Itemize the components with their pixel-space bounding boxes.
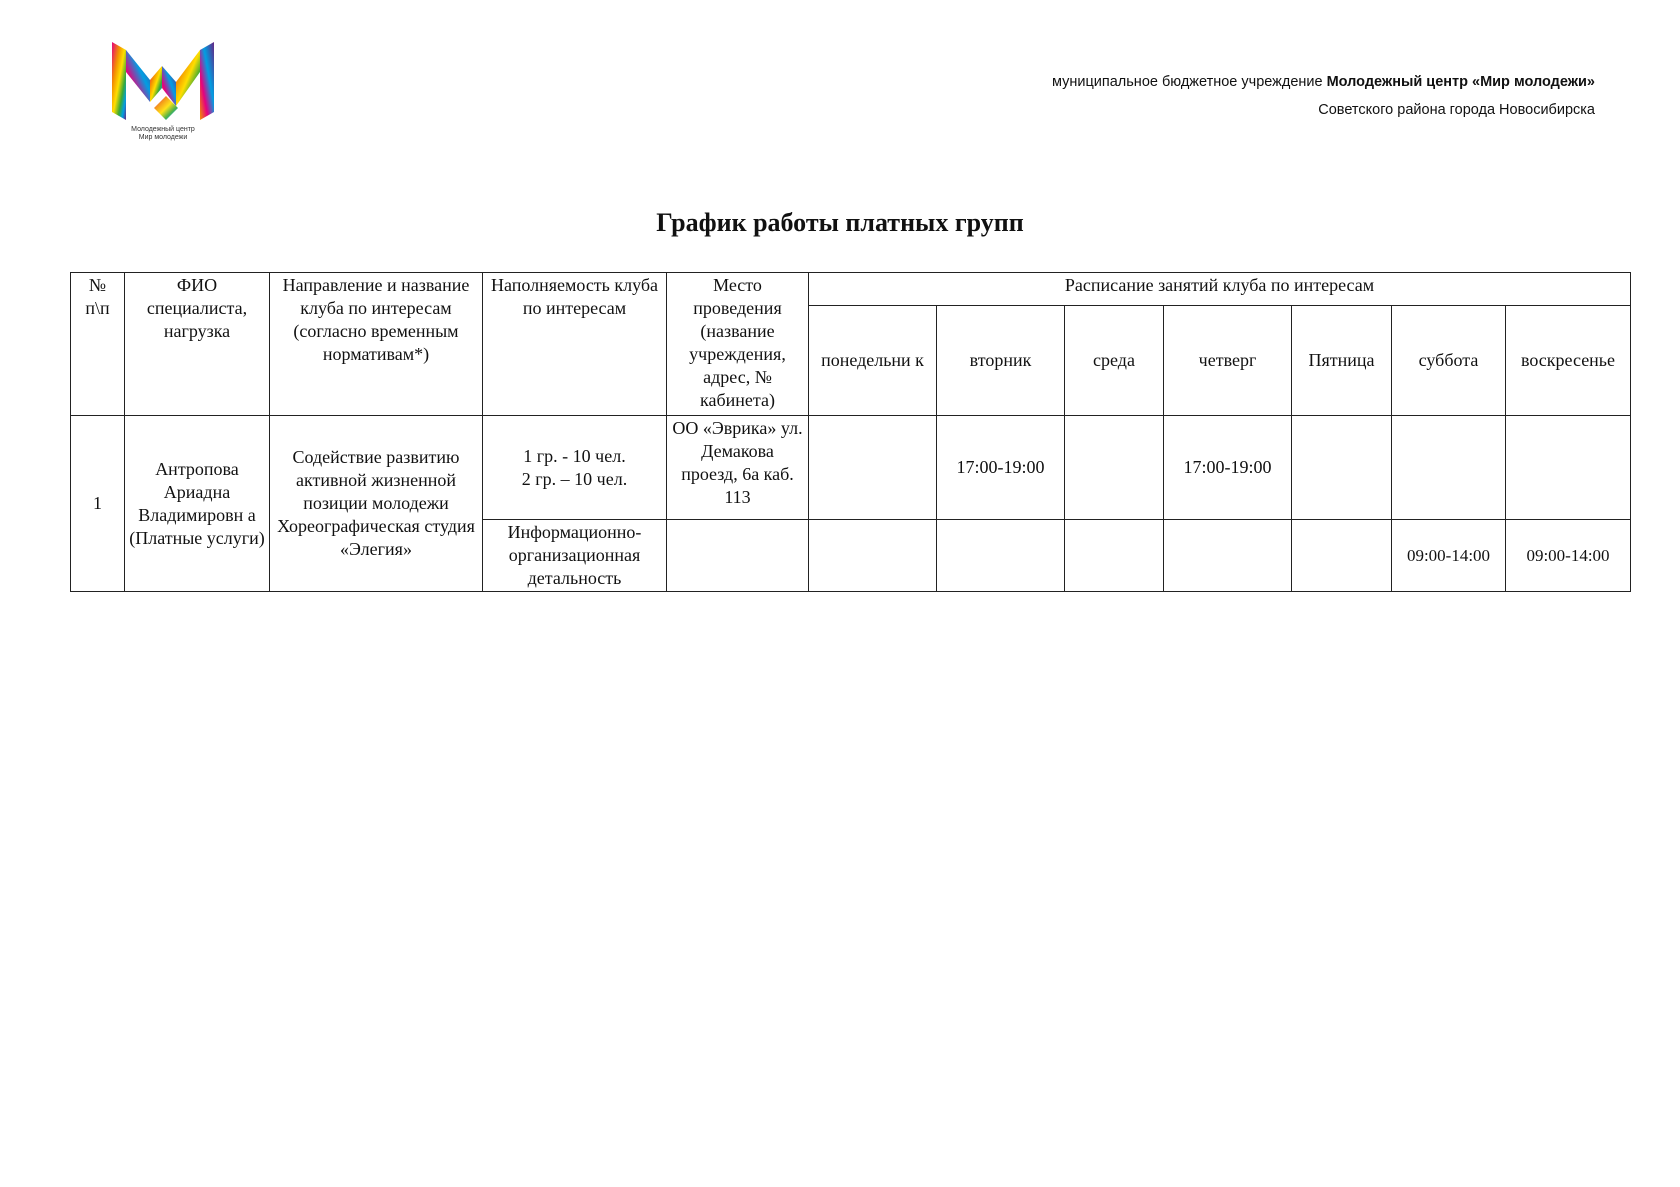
row-fio: Антропова Ариадна Владимировн а (Платные услуги) xyxy=(125,416,270,592)
header-day-sat: суббота xyxy=(1392,306,1506,416)
row-mon xyxy=(809,416,937,520)
header-day-fri: Пятница xyxy=(1292,306,1392,416)
row-occupancy xyxy=(483,416,667,520)
page-title: График работы платных групп xyxy=(656,208,1024,237)
subrow-occupancy: Информационно-организационная детальность xyxy=(483,520,667,592)
header-direction: Направление и название клуба по интересам (согласно временным нормативам*) xyxy=(270,273,483,416)
header-day-mon: понедельни к xyxy=(809,306,937,416)
row-tue: 17:00-19:00 xyxy=(937,416,1065,520)
org-name: Молодежный центр «Мир молодежи» xyxy=(1326,74,1595,90)
subrow-wed xyxy=(1065,520,1164,592)
subrow-thu xyxy=(1164,520,1292,592)
schedule-table xyxy=(70,272,1631,592)
row-fri xyxy=(1292,416,1392,520)
header-day-wed: среда xyxy=(1065,306,1164,416)
row-place: ОО «Эврика» ул. Демакова проезд, 6а каб. 113 xyxy=(667,416,809,520)
subrow-sun: 09:00-14:00 xyxy=(1506,520,1631,592)
header-num: № п\п xyxy=(71,273,125,416)
row-sun xyxy=(1506,416,1631,520)
header-schedule: Расписание занятий клуба по интересам xyxy=(809,273,1631,306)
subrow-tue xyxy=(937,520,1065,592)
logo-caption-line1: Молодежный центр xyxy=(131,126,195,133)
logo-caption xyxy=(110,126,216,142)
logo-caption-line2: Мир молодежи xyxy=(138,134,188,141)
header-place: Место проведения (название учреждения, адрес, № кабинета) xyxy=(667,273,809,416)
org-prefix: муниципальное бюджетное учреждение xyxy=(1051,74,1327,90)
row-sat xyxy=(1392,416,1506,520)
subrow-place xyxy=(667,520,809,592)
row-occupancy-line2: 2 гр. – 10 чел. xyxy=(521,468,628,489)
header-day-sun: воскресенье xyxy=(1506,306,1631,416)
header-occupancy: Наполняемость клуба по интересам xyxy=(483,273,667,416)
header-day-tue: вторник xyxy=(937,306,1065,416)
row-occupancy-line1: 1 гр. - 10 чел. xyxy=(523,445,626,466)
org-line1 xyxy=(1052,68,1595,96)
subrow-sat: 09:00-14:00 xyxy=(1392,520,1506,592)
logo xyxy=(110,40,220,150)
header-row xyxy=(71,273,1631,306)
row-direction: Содействие развитию активной жизненной позиции молодежи Хореографическая студия «Элегия» xyxy=(270,416,483,592)
row-wed xyxy=(1065,416,1164,520)
header-fio: ФИО специалиста, нагрузка xyxy=(125,273,270,416)
table-row xyxy=(71,416,1631,520)
subrow-fri xyxy=(1292,520,1392,592)
org-line2: Советского района города Новосибирска xyxy=(1318,102,1595,118)
row-thu: 17:00-19:00 xyxy=(1164,416,1292,520)
organization-header xyxy=(1052,68,1595,124)
logo-mark-icon xyxy=(110,40,216,124)
header-day-thu: четверг xyxy=(1164,306,1292,416)
subrow-mon xyxy=(809,520,937,592)
row-num: 1 xyxy=(71,416,125,592)
